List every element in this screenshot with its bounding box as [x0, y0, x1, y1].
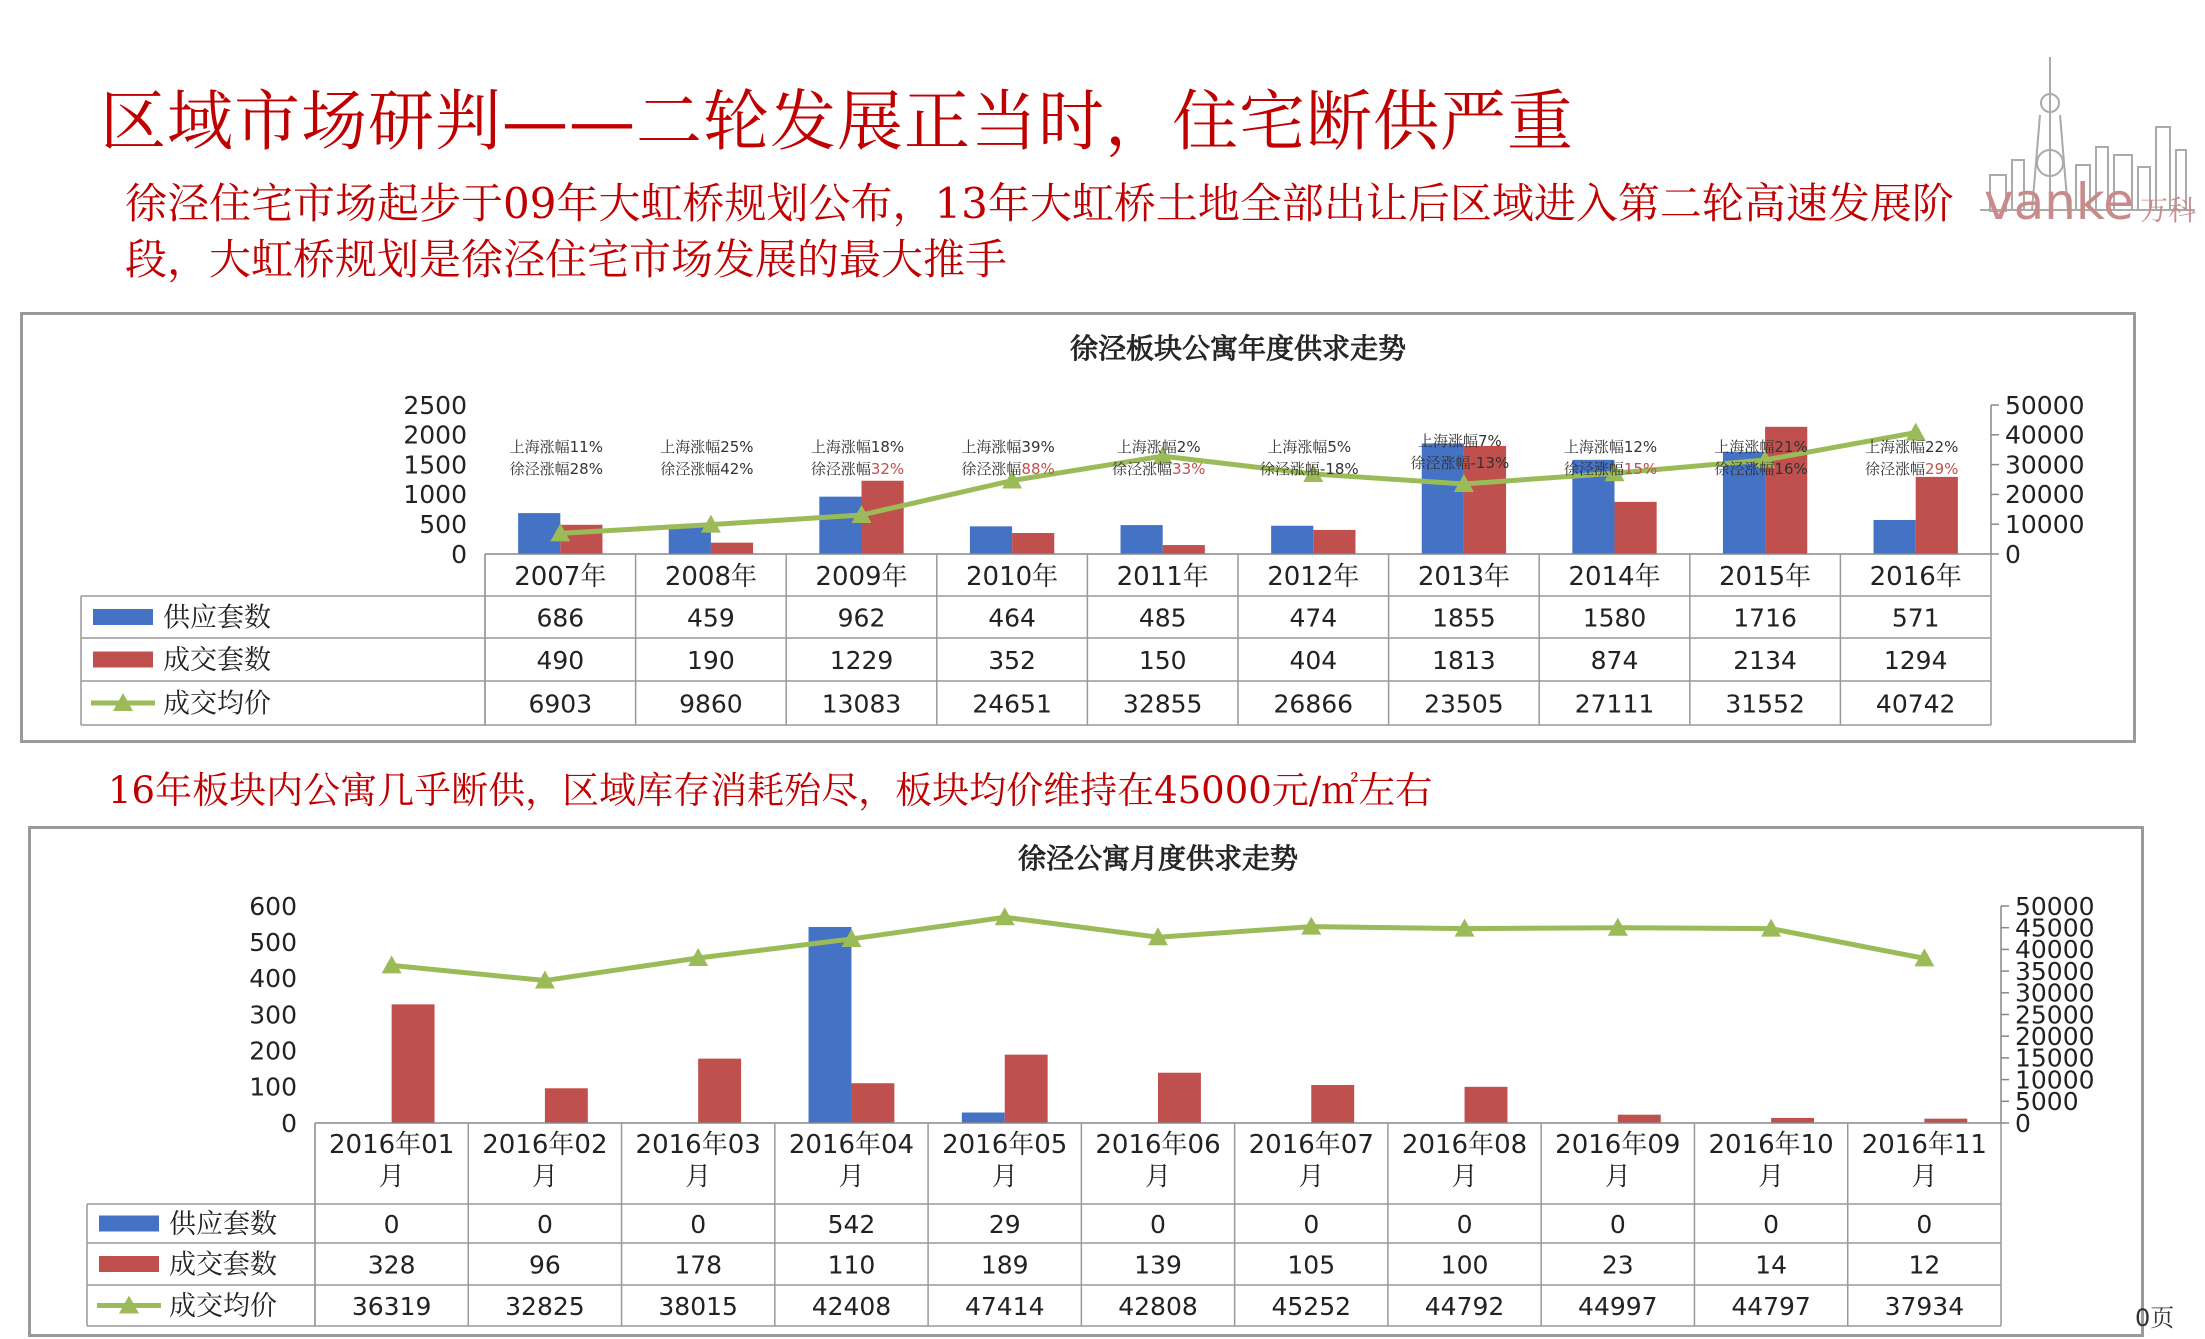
y-left-tick-label: 100: [249, 1072, 297, 1102]
x-category-label: 月: [1451, 1162, 1478, 1192]
legend-label-supply: 供应套数: [169, 1209, 277, 1240]
y-left-tick-label: 1500: [403, 450, 467, 480]
y-left-tick-label: 2000: [403, 420, 467, 450]
table-cell-supply: 485: [1138, 603, 1187, 633]
table-cell-deal: 404: [1289, 646, 1338, 675]
bar-deal: [698, 1059, 741, 1123]
table-cell-deal: 12: [1908, 1250, 1941, 1280]
table-cell-supply: 0: [1456, 1210, 1473, 1239]
table-cell-price: 31552: [1725, 689, 1805, 719]
table-cell-deal: 14: [1755, 1250, 1787, 1280]
table-cell-price: 44997: [1578, 1292, 1658, 1321]
x-category-label: 2016年01: [329, 1130, 455, 1160]
y-left-tick-label: 1000: [403, 480, 467, 510]
bar-deal: [1012, 533, 1054, 554]
x-category-label: 2009年: [815, 561, 908, 592]
table-cell-supply: 1716: [1733, 603, 1797, 633]
bar-deal: [711, 543, 753, 554]
annotation-xujing: 徐泾涨幅-18%: [1259, 460, 1359, 478]
y-right-tick-label: 40000: [2015, 935, 2095, 965]
annotation-xujing: 徐泾涨幅16%: [1714, 460, 1808, 478]
table-cell-deal: 874: [1590, 646, 1639, 675]
table-cell-deal: 96: [529, 1250, 561, 1280]
x-category-label: 月: [531, 1162, 558, 1192]
table-cell-price: 6903: [528, 689, 593, 719]
table-cell-supply: 474: [1289, 603, 1338, 633]
price-line: [560, 433, 1915, 534]
y-left-tick-label: 600: [249, 891, 297, 921]
monthly-chart-panel: [28, 826, 2144, 1337]
y-left-tick-label: 500: [419, 509, 467, 539]
x-category-label: 月: [991, 1162, 1018, 1192]
annotation-shanghai: 上海涨幅2%: [1116, 438, 1201, 456]
x-category-label: 月: [378, 1162, 405, 1192]
annotation-shanghai: 上海涨幅11%: [509, 438, 603, 456]
table-cell-price: 47414: [964, 1292, 1045, 1321]
table-cell-price: 13083: [821, 689, 902, 719]
monthly-supply-demand-chart: [31, 829, 2141, 1334]
x-category-label: 2008年: [664, 561, 757, 592]
y-right-tick-label: 40000: [2005, 420, 2085, 450]
price-line: [392, 917, 1925, 980]
table-cell-price: 27111: [1574, 689, 1655, 719]
table-cell-deal: 189: [980, 1250, 1029, 1280]
bar-supply: [970, 526, 1012, 554]
table-cell-supply: 0: [1303, 1210, 1320, 1239]
annotation-shanghai: 上海涨幅12%: [1563, 438, 1658, 456]
x-category-label: 2011年: [1116, 561, 1209, 592]
table-cell-supply: 0: [1150, 1210, 1166, 1239]
legend-label-deal: 成交套数: [169, 1249, 277, 1281]
legend-key-deal: [93, 652, 153, 668]
table-cell-price: 40742: [1875, 689, 1956, 719]
annotation-shanghai: 上海涨幅7%: [1418, 432, 1502, 450]
bar-supply: [518, 513, 560, 554]
bar-deal: [1158, 1073, 1201, 1123]
x-category-label: 月: [1298, 1162, 1325, 1192]
y-right-tick-label: 0: [2005, 539, 2021, 569]
x-category-label: 2013年: [1417, 561, 1510, 592]
bar-deal: [851, 1083, 894, 1123]
bar-deal: [392, 1004, 435, 1123]
y-right-tick-label: 45000: [2015, 913, 2095, 943]
bar-deal: [1163, 545, 1205, 554]
x-category-label: 2016年11: [1861, 1130, 1987, 1160]
x-category-label: 2010年: [966, 561, 1059, 592]
x-category-label: 月: [838, 1162, 865, 1192]
x-category-label: 2007年: [514, 561, 607, 592]
bar-supply: [1874, 520, 1916, 554]
bar-deal: [1313, 530, 1355, 554]
y-right-tick-label: 50000: [2015, 891, 2095, 921]
table-cell-deal: 352: [988, 646, 1036, 675]
table-cell-deal: 150: [1138, 646, 1187, 675]
x-category-label: 月: [1604, 1162, 1631, 1192]
table-cell-deal: 139: [1134, 1250, 1182, 1280]
x-category-label: 月: [1144, 1162, 1172, 1192]
x-category-label: 2016年06: [1095, 1130, 1221, 1160]
table-cell-supply: 571: [1891, 603, 1940, 633]
table-cell-deal: 110: [827, 1250, 876, 1280]
legend-key-supply: [93, 609, 153, 625]
table-cell-supply: 1580: [1582, 603, 1647, 633]
bar-deal: [1465, 1087, 1508, 1123]
x-category-label: 月: [1758, 1162, 1785, 1192]
y-right-tick-label: 50000: [2005, 390, 2085, 420]
y-left-tick-label: 0: [281, 1108, 297, 1138]
y-left-tick-label: 0: [451, 539, 467, 569]
y-right-tick-label: 35000: [2015, 956, 2095, 986]
annotation-xujing: 徐泾涨幅88%: [961, 460, 1055, 478]
legend-key-deal: [99, 1256, 159, 1272]
y-right-tick-label: 15000: [2015, 1043, 2095, 1073]
table-cell-deal: 23: [1601, 1250, 1634, 1280]
table-cell-price: 44792: [1424, 1292, 1505, 1321]
page-title: 区域市场研判——二轮发展正当时，住宅断供严重: [100, 83, 1574, 160]
legend-label-price: 成交均价: [163, 688, 271, 720]
table-cell-supply: 962: [837, 603, 886, 633]
bar-supply: [819, 497, 861, 554]
bar-deal: [1618, 1115, 1661, 1123]
x-category-label: 2014年: [1568, 561, 1661, 592]
y-right-tick-label: 30000: [2005, 450, 2085, 480]
brand-wordmark: vanke: [1984, 173, 2134, 231]
annotation-xujing: 徐泾涨幅15%: [1563, 460, 1658, 478]
table-cell-deal: 105: [1287, 1250, 1336, 1280]
table-cell-supply: 459: [687, 603, 735, 633]
table-cell-deal: 1813: [1432, 646, 1496, 675]
bar-supply: [1271, 526, 1313, 554]
table-cell-price: 26866: [1273, 689, 1354, 719]
chart-title: 徐泾公寓月度供求走势: [1017, 842, 1299, 875]
table-cell-supply: 29: [988, 1210, 1021, 1239]
annotation-shanghai: 上海涨幅22%: [1865, 438, 1959, 456]
table-cell-supply: 0: [1916, 1210, 1933, 1239]
page-subtitle: 徐泾住宅市场起步于09年大虹桥规划公布，13年大虹桥土地全部出让后区域进入第二轮高速发展阶段，大虹桥规划是徐泾住宅市场发展的最大推手: [125, 179, 1954, 284]
table-cell-price: 9860: [679, 689, 743, 719]
annotation-xujing: 徐泾涨幅32%: [810, 460, 905, 478]
y-left-tick-label: 2500: [403, 390, 467, 420]
y-right-tick-label: 25000: [2015, 1000, 2095, 1030]
page-number: 0页: [2135, 1304, 2175, 1332]
bar-supply: [809, 927, 852, 1123]
y-left-tick-label: 300: [249, 1000, 297, 1030]
x-category-label: 2016年09: [1555, 1130, 1681, 1160]
table-cell-price: 32825: [505, 1292, 585, 1321]
bar-deal: [1005, 1055, 1048, 1123]
x-category-label: 2016年10: [1708, 1130, 1834, 1160]
annotation-shanghai: 上海涨幅21%: [1714, 438, 1808, 456]
brand-cn: 万科: [2140, 194, 2197, 227]
bar-deal: [1916, 477, 1958, 554]
legend-label-deal: 成交套数: [163, 645, 271, 676]
annotation-shanghai: 上海涨幅18%: [810, 438, 905, 456]
table-cell-price: 23505: [1424, 689, 1504, 719]
chart-title: 徐泾板块公寓年度供求走势: [1069, 332, 1407, 365]
annual-supply-demand-chart: [23, 315, 2133, 740]
table-cell-deal: 178: [674, 1250, 723, 1280]
table-cell-deal: 190: [687, 646, 735, 675]
table-cell-deal: 2134: [1733, 646, 1797, 675]
y-right-tick-label: 10000: [2015, 1065, 2095, 1095]
bar-deal: [545, 1088, 588, 1123]
annotation-xujing: 徐泾涨幅28%: [509, 460, 603, 478]
table-cell-deal: 1229: [829, 646, 894, 675]
table-cell-price: 42408: [811, 1292, 892, 1321]
table-cell-supply: 542: [827, 1210, 876, 1239]
annotation-xujing: 徐泾涨幅42%: [660, 460, 754, 478]
x-category-label: 2016年07: [1248, 1130, 1374, 1160]
annotation-shanghai: 上海涨幅5%: [1267, 438, 1352, 456]
y-left-tick-label: 500: [249, 927, 297, 957]
table-cell-price: 36319: [351, 1292, 432, 1321]
table-cell-supply: 464: [988, 603, 1036, 633]
y-right-tick-label: 0: [2015, 1108, 2031, 1138]
table-cell-deal: 100: [1440, 1250, 1489, 1280]
y-right-tick-label: 30000: [2015, 978, 2095, 1008]
bar-deal: [1771, 1118, 1814, 1123]
table-cell-price: 45252: [1271, 1292, 1352, 1321]
table-cell-supply: 0: [690, 1210, 707, 1239]
table-cell-supply: 0: [1609, 1210, 1626, 1239]
legend-key-supply: [99, 1216, 159, 1232]
table-cell-price: 44797: [1731, 1292, 1811, 1321]
table-cell-price: 32855: [1122, 689, 1203, 719]
annual-chart-panel: [20, 312, 2136, 743]
x-category-label: 2016年03: [635, 1130, 761, 1160]
legend-label-price: 成交均价: [169, 1291, 277, 1322]
x-category-label: 2012年: [1267, 561, 1360, 592]
x-category-label: 2016年05: [942, 1130, 1068, 1160]
bar-deal: [1311, 1085, 1354, 1123]
table-cell-supply: 0: [383, 1210, 400, 1239]
legend-label-supply: 供应套数: [163, 602, 271, 634]
annotation-xujing: 徐泾涨幅29%: [1865, 460, 1959, 478]
x-category-label: 2015年: [1719, 561, 1812, 592]
annotation-shanghai: 上海涨幅25%: [660, 438, 754, 456]
table-cell-deal: 1294: [1883, 646, 1948, 675]
table-cell-supply: 0: [536, 1210, 553, 1239]
table-cell-price: 24651: [972, 689, 1052, 719]
table-cell-price: 42808: [1118, 1292, 1198, 1321]
x-category-label: 2016年: [1869, 561, 1962, 592]
bar-supply: [1121, 525, 1163, 554]
table-cell-supply: 686: [536, 603, 585, 633]
bar-deal: [1615, 502, 1657, 554]
x-category-label: 2016年02: [482, 1130, 608, 1160]
y-left-tick-label: 400: [249, 964, 297, 994]
x-category-label: 2016年08: [1401, 1130, 1528, 1160]
y-left-tick-label: 200: [249, 1036, 297, 1066]
monthly-note: 16年板块内公寓几乎断供，区域库存消耗殆尽，板块均价维持在45000元/㎡左右: [108, 769, 1433, 812]
table-cell-price: 38015: [658, 1292, 738, 1321]
x-category-label: 月: [685, 1162, 712, 1192]
annotation-xujing: 徐泾涨幅-13%: [1410, 454, 1510, 472]
y-right-tick-label: 5000: [2015, 1087, 2079, 1117]
x-category-label: 2016年04: [788, 1130, 915, 1160]
y-right-tick-label: 20000: [2015, 1021, 2095, 1051]
x-category-label: 月: [1911, 1162, 1938, 1192]
annotation-xujing: 徐泾涨幅33%: [1112, 460, 1206, 478]
table-cell-deal: 490: [536, 646, 585, 675]
bar-supply: [962, 1113, 1005, 1123]
table-cell-supply: 0: [1763, 1210, 1780, 1239]
annotation-shanghai: 上海涨幅39%: [961, 438, 1055, 456]
table-cell-deal: 328: [367, 1250, 416, 1280]
y-right-tick-label: 10000: [2005, 509, 2085, 539]
table-cell-price: 37934: [1884, 1292, 1965, 1321]
table-cell-supply: 1855: [1432, 603, 1496, 633]
y-right-tick-label: 20000: [2005, 480, 2085, 510]
vanke-logo: [1980, 55, 2200, 230]
